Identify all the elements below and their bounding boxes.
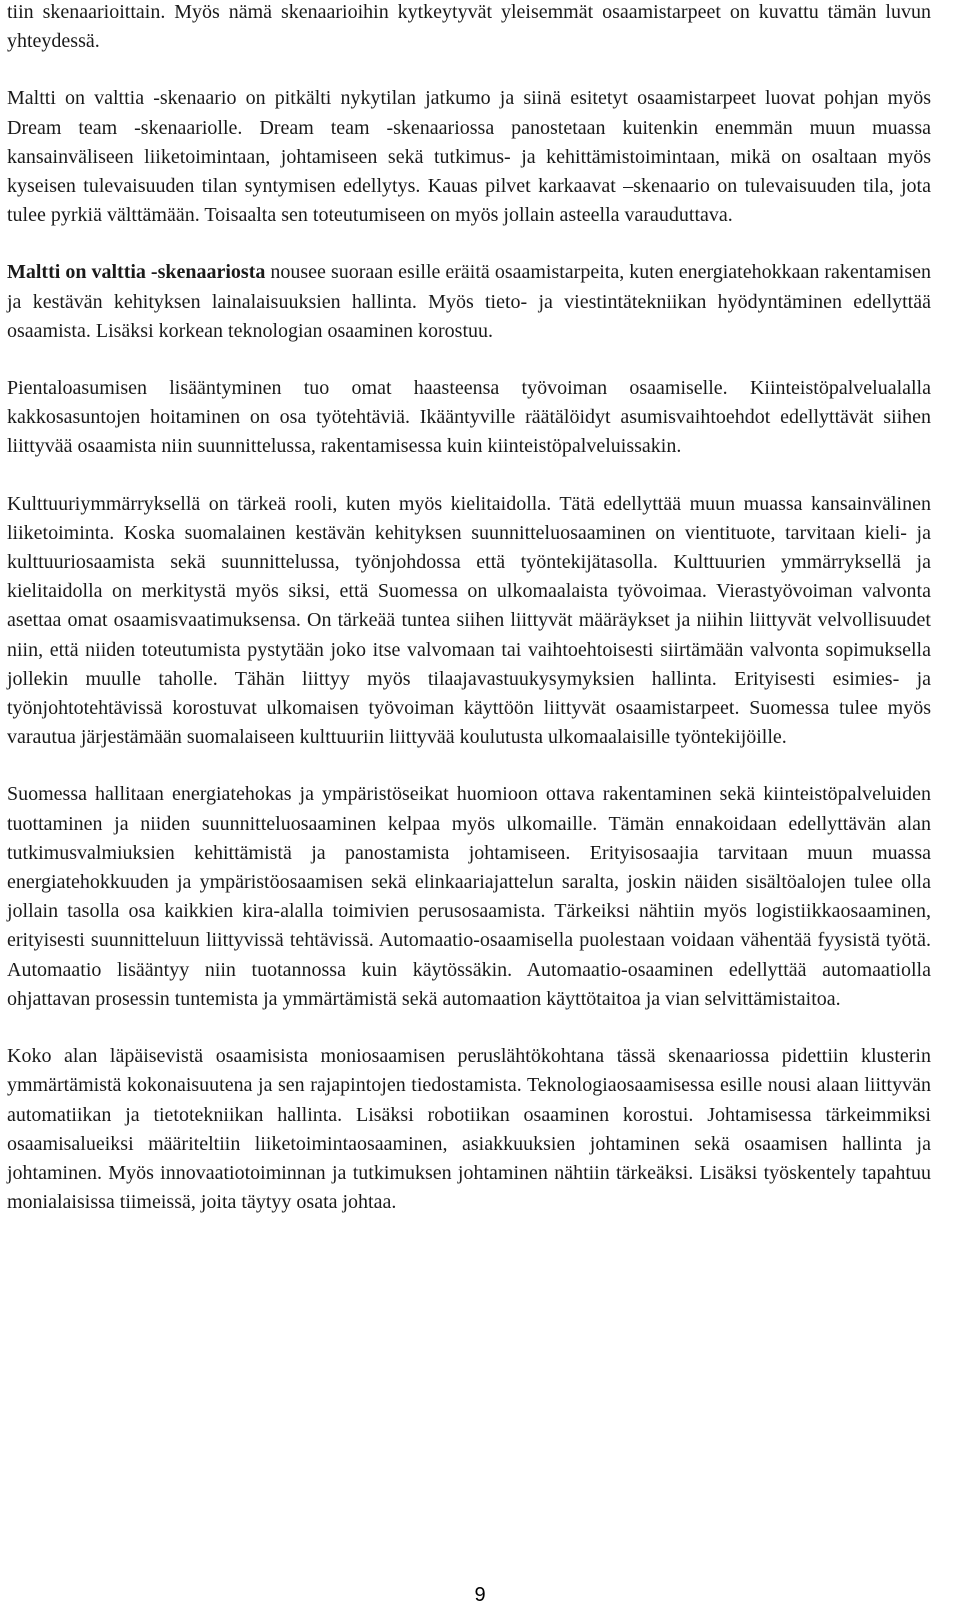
paragraph-1 <box>7 0 931 56</box>
paragraph-4-text: Pientaloasumisen lisääntyminen tuo omat haasteensa työvoiman osaamiselle. Kiinteistöpalvelualalla kakkosasuntojen hoitaminen on osa työtehtäviä. Ikääntyville räätälöidyt asumisvaihtoehdot edellyttävät siihen liittyvää osaamista niin suunnittelussa, rakentamisessa kuin kiinteistöpalveluissakin. <box>7 377 931 458</box>
paragraph-3-lead: Maltti on valttia -skenaariosta <box>7 261 266 284</box>
paragraph-6 <box>7 780 931 1014</box>
paragraph-3 <box>7 258 931 346</box>
paragraph-7 <box>7 1042 931 1217</box>
paragraph-1-text: tiin skenaarioittain. Myös nämä skenaarioihin kytkeytyvät yleisemmät osaamistarpeet on kuvattu tämän luvun yhteydessä. <box>7 1 931 53</box>
document-page <box>7 0 931 1245</box>
paragraph-5 <box>7 490 931 753</box>
paragraph-3-text: nousee suoraan esille eräitä osaamistarpeita, kuten energiatehokkaan rakentamisen ja kestävän kehityksen lainalaisuuksien hallinta. Myös tieto- ja viestintätekniikan hyödyntäminen edellyttää osaamista. Lisäksi korkean teknologian osaaminen korostuu. <box>7 261 932 342</box>
paragraph-2 <box>7 84 931 230</box>
page-number: 9 <box>474 1584 486 1606</box>
paragraph-5-text: Kulttuuriymmärryksellä on tärkeä rooli, kuten myös kielitaidolla. Tätä edellyttää muun muassa kansainvälinen liiketoiminta. Koska suomalainen kestävän kehityksen suunnitteluosaaminen on vientituote, tarvitaan kieli- ja kulttuuriosaamista sekä suunnittelussa, työnjohdossa että työntekijätasolla. Kulttuurien ymmärryksellä ja kielitaidolla on merkitystä myös siksi, että Suomessa on ulkomaalaista työvoimaa. Vierastyövoiman valvonta asettaa omat osaamisvaatimuksensa. On tärkeää tuntea siihen liittyvät määräykset ja niihin liittyvät velvollisuudet niin, että niiden toteutumista pystytään joko itse valvomaan tai vaihtoehtoisesti siirtämään valvonta sopimuksella jollekin muulle taholle. Tähän liittyy myös tilaajavastuukysymyksien hallinta. Erityisesti esimies- ja työnjohtotehtävissä korostuvat ulkomaisen työvoiman käyttöön liittyvät osaamistarpeet. Suomessa tulee myös varautua järjestämään suomalaiseen kulttuuriin liittyvää koulutusta ulkomaalaisille työntekijöille. <box>7 492 931 749</box>
paragraph-7-text: Koko alan läpäisevistä osaamisista moniosaamisen peruslähtökohtana tässä skenaariossa pidettiin klusterin ymmärtämistä kokonaisuutena ja sen rajapintojen tiedostamista. Teknologiaosaamisessa esille nousi alaan liittyvän automatiikan ja tietotekniikan hallinta. Lisäksi robotiikan osaaminen korostui. Johtamisessa tärkeimmiksi osaamisalueiksi määriteltiin liiketoimintaosaaminen, asiakkuuksien johtaminen sekä osaamisen hallinta ja johtaminen. Myös innovaatiotoiminnan ja tutkimuksen johtaminen nähtiin tärkeäksi. Lisäksi työskentely tapahtuu monialaisissa tiimeissä, joita täytyy osata johtaa. <box>7 1045 931 1214</box>
paragraph-2-text: Maltti on valttia -skenaario on pitkälti nykytilan jatkumo ja siinä esitetyt osaamistarpeet luovat pohjan myös Dream team -skenaariolle. Dream team -skenaariossa panostetaan kuitenkin enemmän muun muassa kansainväliseen liiketoimintaan, johtamiseen sekä tutkimus- ja kehittämistoimintaan, mikä on osaltaan myös kyseisen tulevaisuuden tilan syntymisen edellytys. Kauas pilvet karkaavat –skenaario on tulevaisuuden tila, jota tulee pyrkiä välttämään. Toisaalta sen toteutumiseen on myös jollain asteella varauduttava. <box>7 87 931 227</box>
paragraph-6-text: Suomessa hallitaan energiatehokas ja ympäristöseikat huomioon ottava rakentaminen sekä kiinteistöpalveluiden tuottaminen ja niiden suunnitteluosaaminen kelpaa myös ulkomaille. Tämän ennakoidaan edellyttävän alan tutkimusvalmiuksien kehittämistä ja panostamista johtamiseen. Erityisosaajia tarvitaan muun muassa energiatehokkuuden ja ympäristöosaamisen sekä elinkaariajattelun saralta, joskin näiden sisältöalojen tulee olla jollain tasolla osa kaikkien kira-alalla toimivien perusosaamista. Tärkeiksi nähtiin myös logistiikkaosaaminen, erityisesti suunnitteluun liittyvissä tehtävissä. Automaatio-osaamisella puolestaan voidaan vähentää fyysistä työtä. Automaatio lisääntyy niin tuotannossa kuin käytössäkin. Automaatio-osaaminen edellyttää automaatiolla ohjattavan prosessin tuntemista ja ymmärtämistä sekä automaation käyttötaitoa ja vian selvittämistaitoa. <box>7 783 931 1010</box>
paragraph-4 <box>7 374 931 462</box>
